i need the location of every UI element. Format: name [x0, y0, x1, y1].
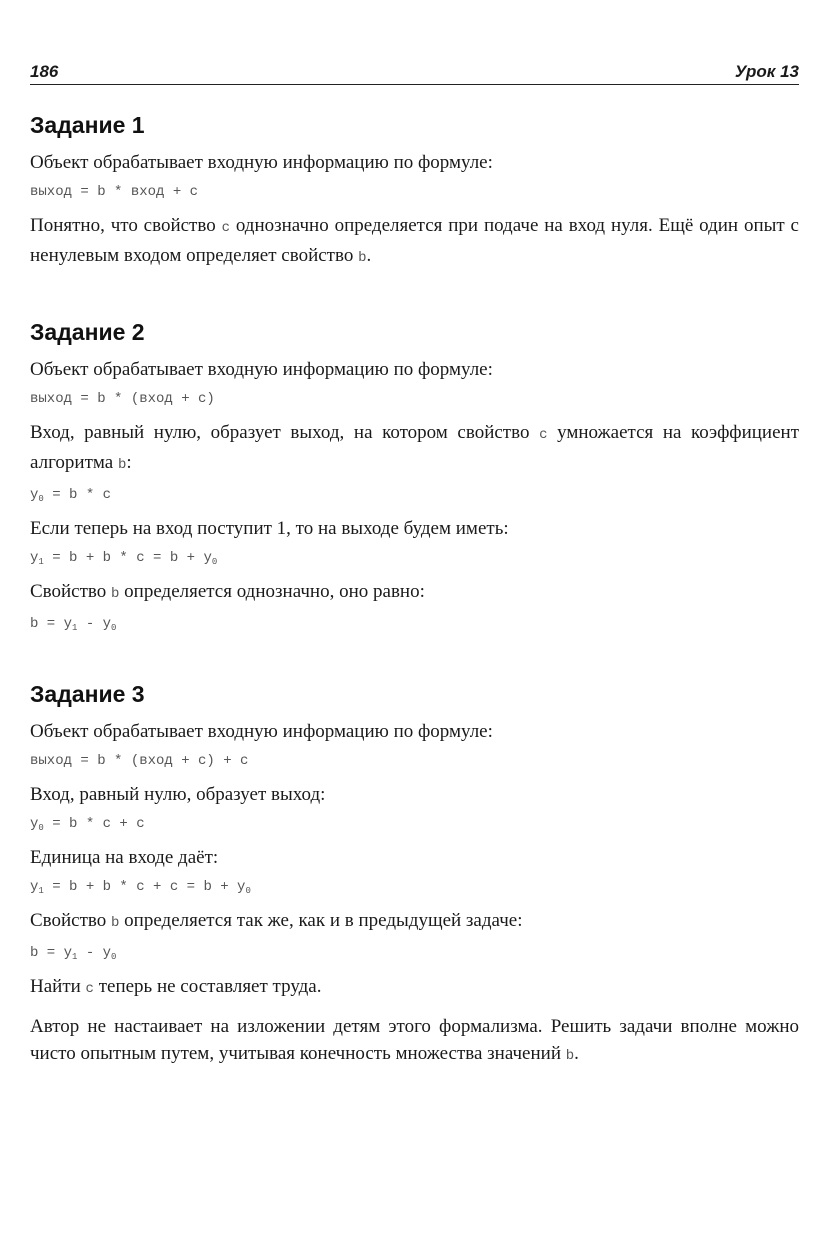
task-2-intro: Объект обрабатывает входную информацию по формуле: [30, 359, 493, 380]
task-3-section [30, 680, 799, 1070]
task-2-paragraph-3: Свойство b определяется однозначно, оно равно: [30, 581, 425, 602]
var-c: c [221, 220, 230, 236]
task-3-paragraph-2: Единица на входе даёт: [30, 847, 219, 868]
task-2-formula: выход = b * (вход + c) [30, 391, 215, 407]
var-b: b [358, 250, 367, 266]
task-3-formula: выход = b * (вход + c) + c [30, 753, 249, 769]
task-3-author-note: Автор не настаивает на изложении детям этого формализма. Решить задачи вполне можно чисто опытным путем, учитывая конечность множества значений b. [30, 1016, 799, 1064]
task-3-formula-y1: $y_1 = b + b * c + c = b + y_0$ [30, 879, 251, 896]
task-2-paragraph-2: Если теперь на вход поступит 1, то на выходе будем иметь: [30, 518, 509, 539]
task-3-paragraph-3: Свойство b определяется так же, как и в предыдущей задаче: [30, 910, 523, 931]
task-2-formula-b: $b = y_1 - y_0$ [30, 616, 117, 633]
task-2-formula-y0: $y_0 = b * c$ [30, 487, 112, 504]
task-2-formula-y1: $y_1 = b + b * c = b + y_0$ [30, 550, 218, 567]
task-2-title: Задание 2 [30, 319, 145, 345]
task-3-formula-y0: $y_0 = b * c + c$ [30, 816, 145, 833]
chapter-label: Урок 13 [734, 62, 799, 81]
task-1-section [30, 111, 799, 272]
task-2-paragraph-1: Вход, равный нулю, образует выход, на котором свойство c умножается на коэффициент алгоритма b: [30, 422, 799, 473]
task-3-paragraph-1: Вход, равный нулю, образует выход: [30, 784, 326, 805]
task-2-section [30, 318, 799, 634]
task-3-intro: Объект обрабатывает входную информацию по формуле: [30, 721, 493, 742]
task-1-title: Задание 1 [30, 112, 145, 138]
task-1-intro: Объект обрабатывает входную информацию по формуле: [30, 152, 493, 173]
task-3-title: Задание 3 [30, 681, 145, 707]
task-1-formula: выход = b * вход + c [30, 184, 199, 200]
page-number: 186 [30, 62, 59, 81]
task-3-paragraph-4: Найти c теперь не составляет труда. [30, 976, 322, 997]
page-header [30, 56, 799, 85]
task-1-explanation: Понятно, что свойство c однозначно определяется при подаче на вход нуля. Ещё один опыт с ненулевым входом определяет свойство b. [30, 215, 799, 266]
task-3-formula-b: $b = y_1 - y_0$ [30, 945, 117, 962]
page [30, 56, 799, 1070]
